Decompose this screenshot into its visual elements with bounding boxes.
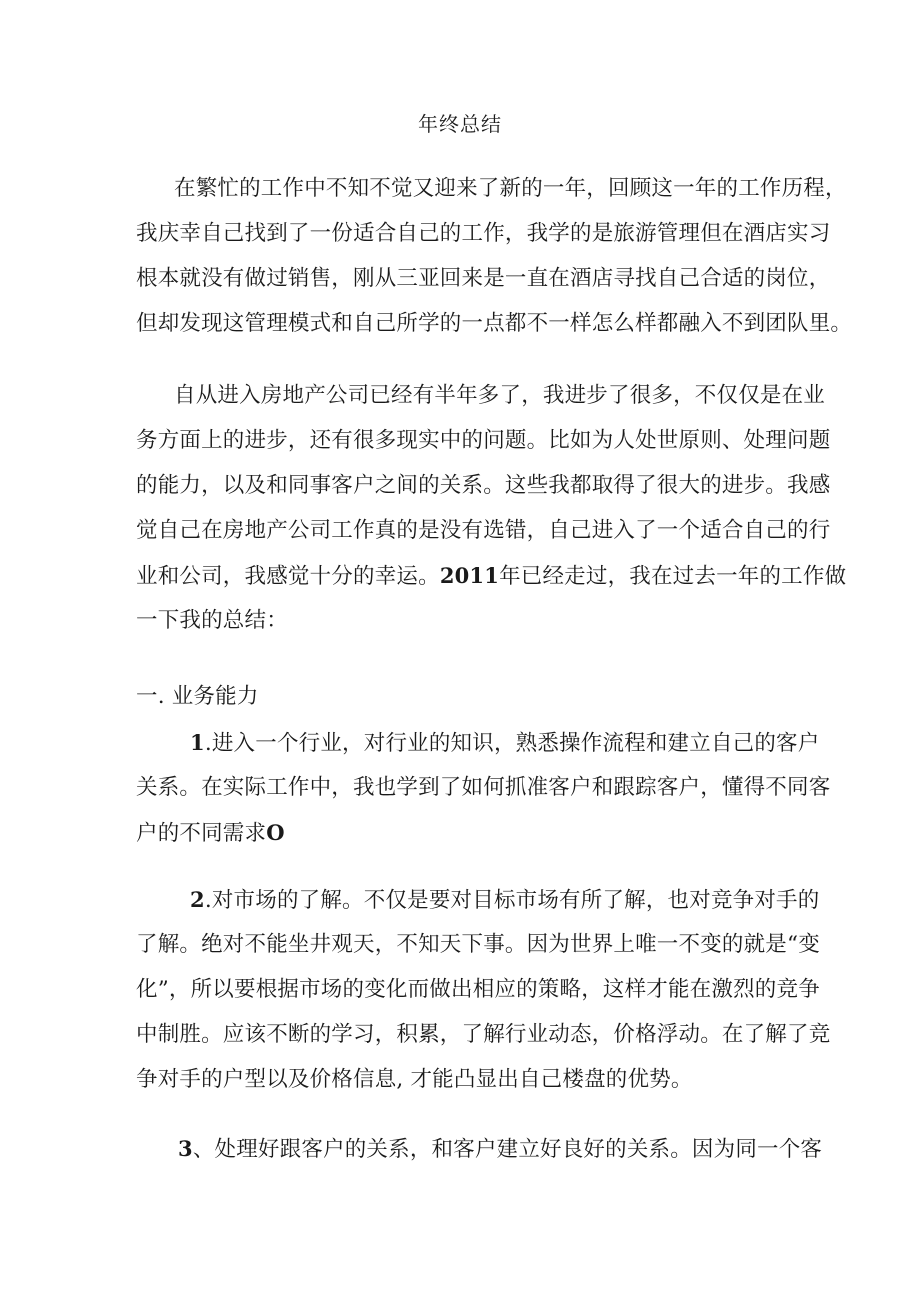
paragraph-2-line-4: 觉自己在房地产公司工作真的是没有选错，自己进入了一个适合自己的行	[136, 518, 831, 543]
item-1-line-2: 关系。在实际工作中，我也学到了如何抓准客户和跟踪客户，懂得不同客	[136, 775, 831, 800]
paragraph-1-line-1: 在繁忙的工作中不知不觉又迎来了新的一年，回顾这一年的工作历程，	[174, 176, 847, 201]
paragraph-2-line-3: 的能力，以及和同事客户之间的关系。这些我都取得了很大的进步。我感	[136, 473, 831, 498]
item-1-line-1	[190, 725, 819, 762]
document-title: 年终总结	[418, 112, 502, 136]
item-2-line-5: 争对手的户型以及价格信息, 才能凸显出自己楼盘的优势。	[136, 1067, 693, 1092]
item-2-line-2: 了解。绝对不能坐井观天，不知天下事。因为世界上唯一不变的就是“变	[136, 932, 820, 957]
paragraph-2-line-6: 一下我的总结：	[136, 608, 288, 633]
paragraph-1-line-3: 根本就没有做过销售，刚从三亚回来是一直在酒店寻找自己合适的岗位，	[136, 266, 831, 291]
item-2-line-4: 中制胜。应该不断的学习，积累，了解行业动态，价格浮动。在了解了竞	[136, 1022, 831, 1047]
paragraph-2-line-5	[136, 558, 846, 595]
paragraph-1-line-2: 我庆幸自己找到了一份适合自己的工作，我学的是旅游管理但在酒店实习	[136, 221, 831, 246]
paragraph-2-line-2: 务方面上的进步，还有很多现实中的问题。比如为人处世原则、处理问题	[136, 428, 831, 453]
item-3-line-1	[178, 1131, 822, 1168]
item-1-line-3-end: O	[266, 820, 285, 845]
item-3-number: 3	[178, 1136, 193, 1161]
paragraph-2-line-1: 自从进入房地产公司已经有半年多了，我进步了很多，不仅仅是在业	[174, 383, 826, 408]
item-2-line-1	[190, 882, 819, 919]
item-1-text: .进入一个行业，对行业的知识，熟悉操作流程和建立自己的客户	[204, 731, 820, 756]
item-2-text: .对市场的了解。不仅是要对目标市场有所了解，也对竞争对手的	[204, 888, 820, 913]
section-heading: 一. 业务能力	[136, 684, 259, 709]
paragraph-2-line-5-end: 年已经走过，我在过去一年的工作做	[499, 564, 847, 589]
item-1-number: 1	[190, 730, 205, 755]
item-2-line-3: 化”，所以要根据市场的变化而做出相应的策略，这样才能在激烈的竞争	[136, 977, 820, 1002]
paragraph-2-line-5-start: 业和公司，我感觉十分的幸运。	[136, 564, 440, 589]
item-2-number: 2	[190, 887, 205, 912]
item-1-line-3	[136, 815, 285, 852]
item-1-line-3-text: 户的不同需求	[136, 821, 267, 846]
year-number: 2011	[439, 563, 500, 588]
paragraph-1-line-4: 但却发现这管理模式和自己所学的一点都不一样怎么样都融入不到团队里。	[136, 311, 853, 336]
item-3-text: 、处理好跟客户的关系，和客户建立好良好的关系。因为同一个客	[192, 1137, 823, 1162]
